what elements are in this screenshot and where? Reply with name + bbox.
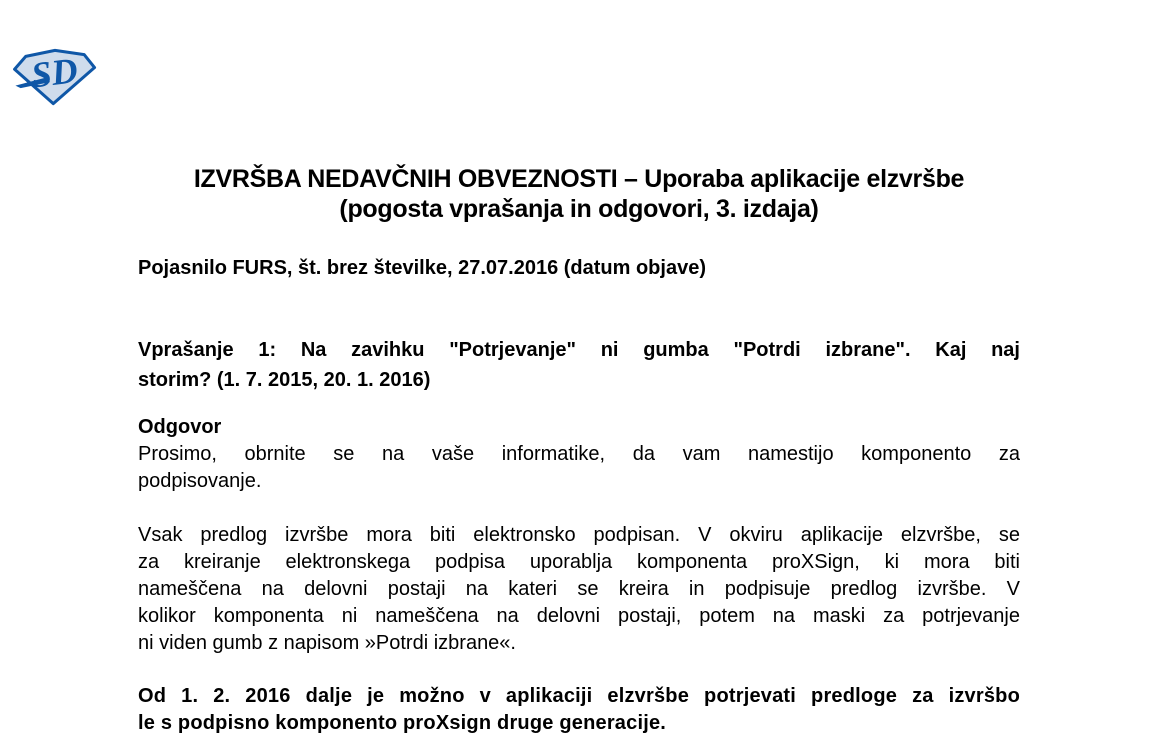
explanation-line-1: Vsak predlog izvršbe mora biti elektronsko podpisan. V okviru aplikacije elzvršbe, se	[138, 524, 1020, 546]
note-line-1: Od 1. 2. 2016 dalje je možno v aplikaciji elzvršbe potrjevati predloge za izvršbo	[138, 685, 1020, 707]
sd-logo-letters: SD	[29, 50, 80, 96]
sd-logo	[12, 47, 98, 107]
question-line-1: Vprašanje 1: Na zavihku "Potrjevanje" ni gumba "Potrdi izbrane". Kaj naj	[138, 339, 1020, 361]
page-title	[138, 164, 1020, 224]
title-line-1: IZVRŠBA NEDAVČNIH OBVEZNOSTI – Uporaba aplikacije elzvršbe	[193, 165, 965, 193]
answer-line-1: Prosimo, obrnite se na vaše informatike, da vam namestijo komponento za	[138, 443, 1020, 465]
answer-paragraph	[138, 441, 1020, 495]
title-line-2: (pogosta vprašanja in odgovori, 3. izdaja)	[339, 195, 819, 223]
question-heading	[138, 335, 1020, 395]
document-subtitle: Pojasnilo FURS, št. brez številke, 27.07.2016 (datum objave)	[138, 257, 706, 279]
explanation-line-5: ni viden gumb z napisom »Potrdi izbrane«.	[138, 632, 516, 654]
explanation-line-3: nameščena na delovni postaji na kateri se kreira in podpisuje predlog izvršbe. V	[138, 578, 1020, 600]
explanation-line-4: kolikor komponenta ni nameščena na delovni postaji, potem na maski za potrjevanje	[138, 605, 1020, 627]
note-paragraph	[138, 683, 1020, 737]
sd-logo-shield-icon	[12, 47, 98, 107]
note-line-2: le s podpisno komponento proXsign druge generacije.	[138, 712, 667, 734]
explanation-paragraph	[138, 522, 1020, 657]
answer-label: Odgovor	[138, 416, 222, 438]
explanation-line-2: za kreiranje elektronskega podpisa uporablja komponenta proXSign, ki mora biti	[138, 551, 1020, 573]
answer-line-2: podpisovanje.	[138, 470, 262, 492]
question-line-2: storim? (1. 7. 2015, 20. 1. 2016)	[138, 369, 431, 391]
